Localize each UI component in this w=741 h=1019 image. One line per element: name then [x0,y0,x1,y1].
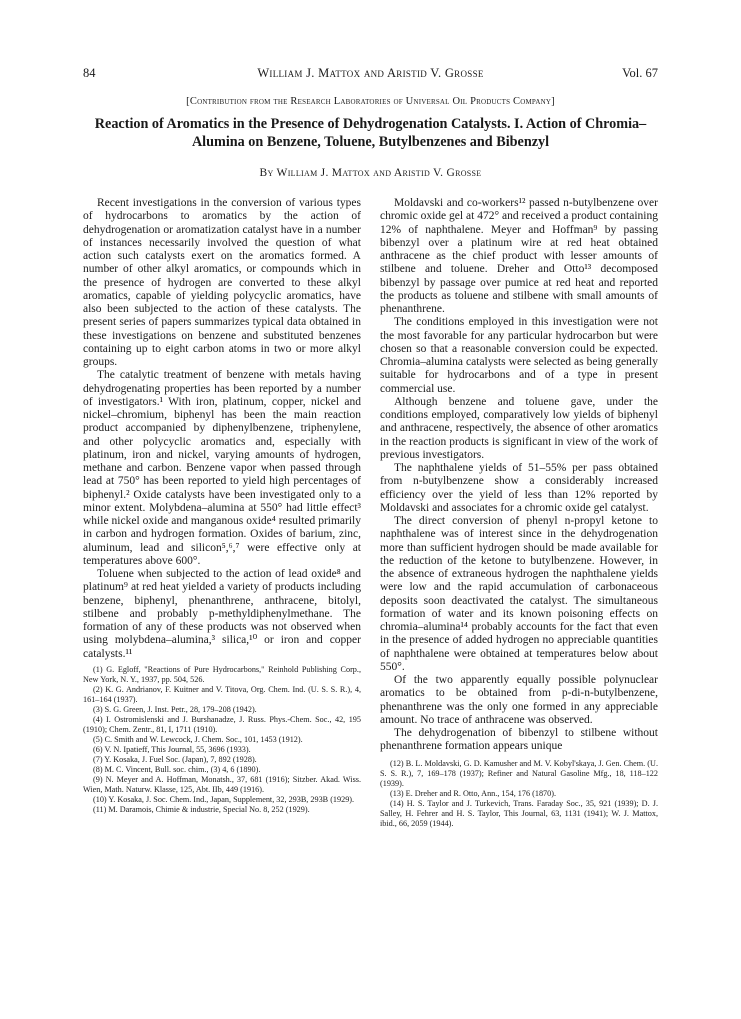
footnote: (4) I. Ostromislenski and J. Burshanadze, J. Russ. Phys.-Chem. Soc., 42, 195 (1910); Chem. Zentr., 81, I, 1711 (1910). [83,714,361,734]
paragraph: The conditions employed in this investigation were not the most favorable for any particular hydrocarbon but were chosen so that a reasonable conversion could be expected. Chromia–alumina catalysts were selected as being generally suitable for hydrocarbons and of a type in present commercial use. [380,316,658,395]
footnote: (8) M. C. Vincent, Bull. soc. chim., (3) 4, 6 (1890). [93,764,261,774]
paragraph: Moldavski and co-workers¹² passed n-butylbenzene over chromic oxide gel at 472° and received a product containing 12% of naphthalene. Meyer and Hoffman⁹ by passing bibenzyl over a platinum wire at red heat obtained anthracene as the chief product with lesser amounts of stilbene and toluene. Dreher and Otto¹³ decomposed bibenzyl by passage over pumice at red heat and reported the products as toluene and stilbene with small amounts of phenanthrene. [380,197,658,315]
paragraph: Recent investigations in the conversion of various types of hydrocarbons to aromatics by the action of dehydrogenation or aromatization catalyst have in a number of instances necessarily involved the question of what action such catalysts exert on the aromatics formed. A number of other alkyl aromatics, or compounds which in the presence of hydrogen are converted to these alkyl aromatics, capable of yielding polycyclic aromatics, have also been subjected to the action of these catalysts. The present series of papers summarizes typical data obtained in these investigations on benzene and substituted benzenes containing up to eight carbon atoms in two or more alkyl groups. [83,197,361,368]
footnote: (12) B. L. Moldavski, G. D. Kamusher and M. V. Kobyl'skaya, J. Gen. Chem. (U. S. S. R.), 7, 169–178 (1937); Refiner and Natural Gasoline Mfg., 18, 118–122 (1939). [380,758,658,788]
footnote: (5) C. Smith and W. Lewcock, J. Chem. Soc., 101, 1453 (1912). [93,734,303,744]
paragraph: The dehydrogenation of bibenzyl to stilbene without phenanthrene formation appears unique [380,727,658,753]
right-column [380,197,658,829]
paragraph: Toluene when subjected to the action of lead oxide⁸ and platinum⁹ at red heat yielded a variety of products including benzene, biphenyl, phenanthrene, anthracene, bitolyl, stilbene and probably p-methyldiphenylmethane. The formation of any of these products was not observed when using molybdena–alumina,³ silica,¹⁰ or iron and copper catalysts.¹¹ [83,568,361,660]
paragraph: The direct conversion of phenyl n-propyl ketone to naphthalene was of interest since in the dehydrogenation more than sufficient hydrogen should be made available for the reduction of the ketone to butylbenzene. However, in the absence of extraneous hydrogen the naphthalene yields were low and the rapid accumulation of carbonaceous deposits soon deactivated the catalyst. The simultaneous formation of water and its known poisoning effects on chromia–alumina¹⁴ probably accounts for the fact that even in the presence of added hydrogen no appreciable quantities of naphthalene were obtained at temperatures below about 550°. [380,515,658,673]
footnote: (2) K. G. Andrianov, F. Kuitner and V. Titova, Org. Chem. Ind. (U. S. S. R.), 4, 161–164 (1937). [83,684,361,704]
footnote: (7) Y. Kosaka, J. Fuel Soc. (Japan), 7, 892 (1928). [93,754,257,764]
footnotes-left [83,665,361,815]
footnote: (11) M. Daramois, Chimie & industrie, Special No. 8, 252 (1929). [93,804,310,814]
contribution-line: [Contribution from the Research Laboratories of Universal Oil Products Company] [186,96,555,107]
footnote: (10) Y. Kosaka, J. Soc. Chem. Ind., Japan, Supplement, 32, 293B, 293B (1929). [93,794,355,804]
page-number: 84 [83,66,96,80]
left-column [83,197,361,815]
byline: By William J. Mattox and Aristid V. Grosse [259,167,482,179]
volume-number: Vol. 67 [622,66,658,80]
paragraph: The naphthalene yields of 51–55% per pass obtained from n-butylbenzene show a considerably increased efficiency over the yield of less than 12% reported by Moldavski and associates for a chromic oxide gel catalyst. [380,462,658,514]
footnote: (14) H. S. Taylor and J. Turkevich, Trans. Faraday Soc., 35, 921 (1939); D. J. Salley, H. Fehrer and H. S. Taylor, This Journal, 63, 1131 (1941); W. J. Mattox, ibid., 66, 2059 (1944). [380,798,658,828]
paragraph: Of the two apparently equally possible polynuclear aromatics to be obtained from p-di-n-butylbenzene, phenanthrene was the only one formed in any appreciable amount. No trace of anthracene was observed. [380,674,658,726]
footnote: (3) S. G. Green, J. Inst. Petr., 28, 179–208 (1942). [93,704,257,714]
footnotes-right [380,759,658,829]
footnote: (1) G. Egloff, "Reactions of Pure Hydrocarbons," Reinhold Publishing Corp., New York, N. Y., 1937, pp. 504, 526. [83,664,361,684]
running-head [83,66,658,84]
footnote: (6) V. N. Ipatieff, This Journal, 55, 3696 (1933). [93,744,251,754]
footnote: (13) E. Dreher and R. Otto, Ann., 154, 176 (1870). [390,788,556,798]
footnote: (9) N. Meyer and A. Hoffman, Monatsh., 37, 681 (1916); Sitzber. Akad. Wiss. Wien, Math. Naturw. Klasse, 125, Abt. IIb, 449 (1916). [83,774,361,794]
running-head-authors: William J. Mattox and Aristid V. Grosse [257,66,484,80]
article-title: Reaction of Aromatics in the Presence of Dehydrogenation Catalysts. I. Action of Chromia–Alumina on Benzene, Toluene, Butylbenzenes and Bibenzyl [94,116,647,150]
paragraph: The catalytic treatment of benzene with metals having dehydrogenating properties has been reported by a number of investigators.¹ With iron, platinum, copper, nickel and nickel–chromium, biphenyl has been the main reaction product accompanied by diphenylbenzene, triphenylene, and other polycyclic aromatics and, especially with platinum, iron and nickel, varying amounts of hydrogen, methane and carbon. Benzene vapor when passed through lead at 750° has been reported to yield high percentages of biphenyl.² Oxide catalysts have been investigated only to a minor extent. Molybdena–alumina at 550° had little effect³ while nickel oxide and manganous oxide⁴ resulted primarily in carbon and hydrogen formation. Oxides of barium, zinc, aluminum, lead and silicon⁵,⁶,⁷ were effective only at temperatures above 600°. [83,369,361,567]
paragraph: Although benzene and toluene gave, under the conditions employed, comparatively low yields of biphenyl and anthracene, respectively, the absence of other aromatics in the reaction products is significant in view of the work of previous investigators. [380,395,658,461]
